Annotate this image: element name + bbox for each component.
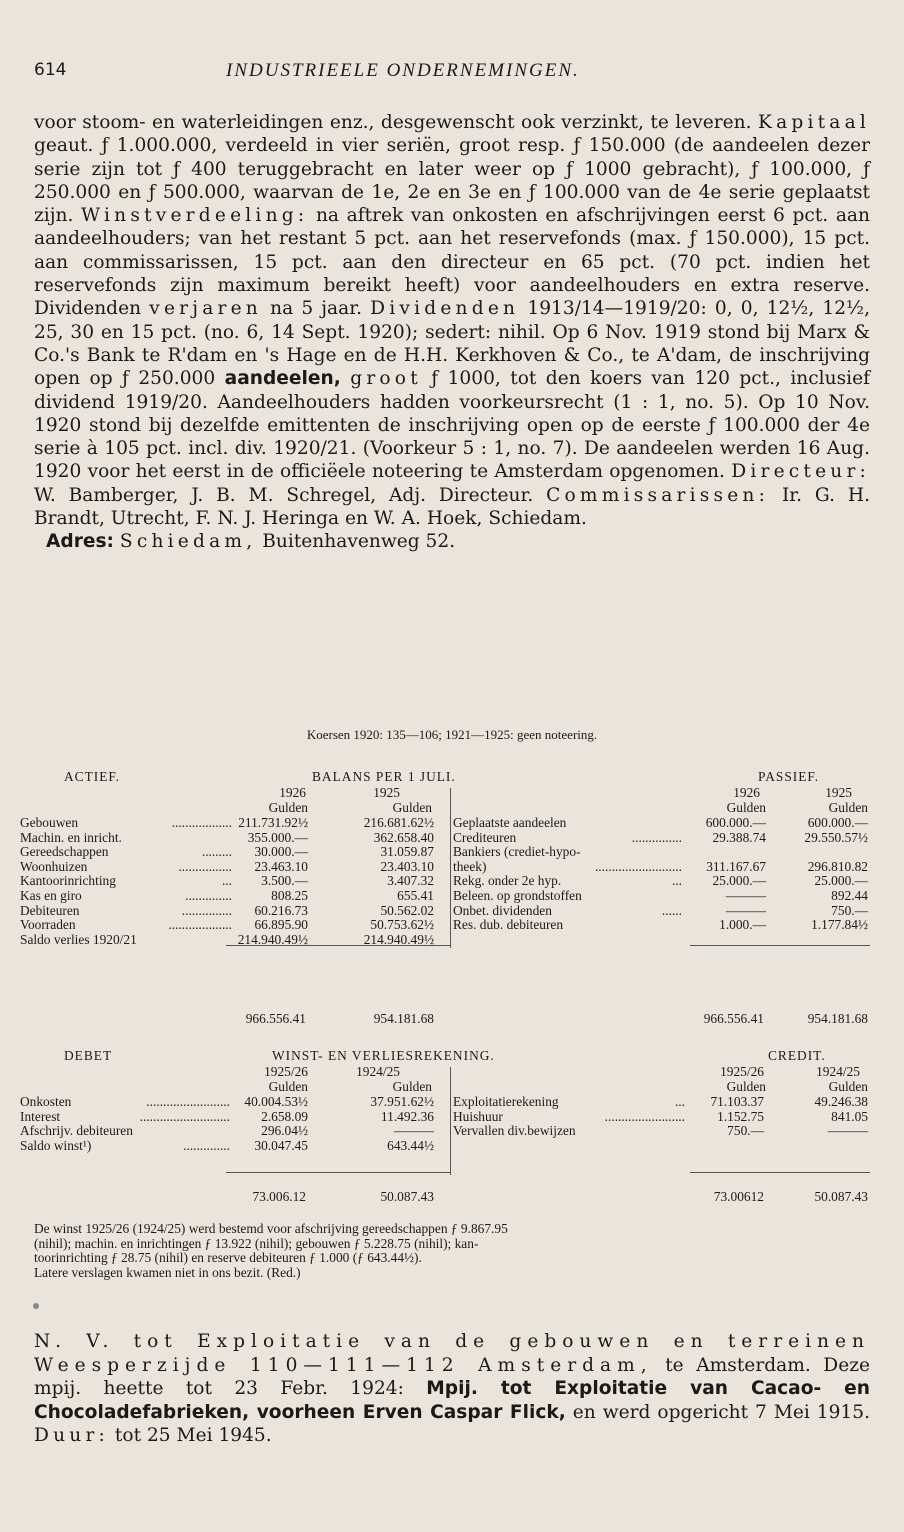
year-header: 1925/26 [720, 1064, 764, 1079]
value-cell: ——— [827, 1123, 868, 1139]
value-cell: 37.951.62½ [370, 1094, 434, 1109]
total-value: 954.181.68 [373, 1011, 434, 1026]
text-run: geaut. ƒ 1.000.000, verdeeld in vier seriën, groot resp. ƒ 150.000 (de aandeelen dezer serie zijn tot ƒ 400 teruggebracht en later weer op ƒ 1000 gebracht), ƒ 100.000, ƒ 250.000 en ƒ 500.000, waarvan de 1e, 2e en 3e en ƒ 100.000 van de 4e serie geplaatst zijn. [34, 135, 870, 227]
text-run: 1913/14—1919/20: 0, 0, 12½, 12½, 25, 30 en 15 pct. (no. 6, 14 Sept. 1920); sedert: nihil. Op 6 Nov. 1919 stond bij Marx & Co.'s Bank te R'dam en 's Hage en de H.H. Kerkhoven & Co., te A'dam, de inschrijving open op ƒ 250.000 [34, 298, 870, 390]
row-label: Machin. en inricht. [20, 829, 122, 845]
profit-note [34, 1222, 870, 1280]
year-header: 1925/26 [264, 1064, 308, 1079]
value-cell: 750.— [727, 1123, 764, 1139]
row-label: Afschrijv. debiteuren [20, 1123, 133, 1139]
value-cell: 211.731.92½ [238, 815, 308, 830]
note-line: Latere verslagen kwamen niet in ons bezit. (Red.) [34, 1264, 301, 1280]
leader-dots: ........................ [604, 1109, 685, 1124]
credit-heading: CREDIT. [768, 1048, 826, 1063]
value-cell: 643.44½ [387, 1137, 434, 1153]
kapitaal-label: Kapitaal [757, 112, 870, 133]
value-cell: 600.000.— [807, 815, 868, 830]
profit-loss-account [0, 1049, 904, 1219]
total-value: 966.556.41 [245, 1011, 306, 1026]
unit-header: Gulden [268, 800, 308, 815]
text-run: ƒ 1000, tot den koers van 120 pct., inclusief dividend 1919/20. Aandeelhouders hadden voorkeursrecht (1 : 1, no. 5). Op 10 Nov. 1920 stond bij dezelfde emittenten de inschrijving open op de eerste ƒ 100.000 der 4e serie à 105 pct. incl. div. 1920/21. (Voorkeur 5 : 1, no. 7). De aandeelen werden 16 Aug. 1920 voor het eerst in de officiëele noteering te Amsterdam opgenomen. [34, 368, 870, 483]
value-cell: 1.177.84½ [811, 917, 868, 933]
leader-dots: .............. [183, 1138, 230, 1153]
leader-dots: ............... [631, 830, 682, 845]
row-label: Res. dub. debiteuren [453, 917, 564, 933]
row-label: Woonhuizen [20, 858, 88, 874]
value-cell: 655.41 [397, 888, 434, 903]
value-cell: 355.000.— [247, 829, 308, 845]
description-paragraph [34, 111, 870, 530]
debet-heading: DEBET [64, 1048, 113, 1063]
sum-rule [226, 1172, 450, 1173]
text-run: te Amsterdam. Deze mpij. heette tot 23 Febr. 1924: [34, 1354, 871, 1400]
value-cell: 40.004.53½ [244, 1094, 308, 1109]
total-value: 73.00612 [713, 1189, 764, 1204]
year-header: 1925 [373, 785, 400, 800]
pl-title: WINST- EN VERLIESREKENING. [272, 1048, 495, 1063]
value-cell: 296.04½ [261, 1123, 308, 1139]
value-cell: 808.25 [271, 888, 308, 903]
total-value: 50.087.43 [380, 1189, 434, 1204]
column-divider [450, 1067, 451, 1175]
page-number: 614 [34, 60, 67, 80]
value-cell: 2.658.09 [261, 1108, 308, 1124]
row-label: Kantoorinrichting [20, 873, 116, 889]
value-cell: 892.44 [831, 888, 868, 903]
value-cell: 214.940.49½ [363, 931, 434, 947]
unit-header: Gulden [828, 800, 868, 815]
text-run: W. Bamberger, J. B. M. Schregel, Adj. Directeur. [34, 484, 547, 506]
duur-label: Duur: [34, 1425, 110, 1447]
balance-title: BALANS PER 1 JULI. [312, 769, 456, 784]
row-label: Interest [20, 1108, 61, 1124]
value-cell: 362.658.40 [373, 829, 434, 845]
next-company-paragraph [34, 1330, 870, 1448]
text-run: Ir. G. H. Brandt, Utrecht, F. N. J. Heringa en W. A. Hoek, Schiedam. [34, 484, 870, 530]
value-cell: 600.000.— [705, 815, 766, 830]
aandeelen-label: aandeelen, [224, 368, 341, 390]
total-value: 73.006.12 [252, 1189, 306, 1204]
address-line [34, 530, 870, 553]
row-label: theek) [453, 858, 487, 874]
former-company-name: Mpij. tot Exploitatie van Cacao- en Chocoladefabrieken, voorheen Erven Caspar Flick, [34, 1378, 870, 1423]
column-divider [450, 788, 451, 948]
total-value: 50.087.43 [814, 1189, 868, 1204]
page-header [34, 60, 870, 84]
leader-dots: ...... [661, 903, 682, 918]
row-label: Huishuur [453, 1108, 503, 1124]
row-label: Vervallen div.bewijzen [453, 1123, 576, 1139]
note-line: (nihil); machin. en inrichtingen ƒ 13.922 (nihil); gebouwen ƒ 5.228.75 (nihil); kan- [34, 1235, 479, 1251]
value-cell: 29.550.57½ [804, 829, 868, 845]
value-cell: 60.216.73 [254, 902, 308, 918]
total-value: 966.556.41 [703, 1011, 764, 1026]
passief-heading: PASSIEF. [758, 769, 820, 784]
note-line: toorinrichting ƒ 28.75 (nihil) en reserve debiteuren ƒ 1.000 (ƒ 643.44½). [34, 1250, 422, 1266]
value-cell: 30.047.45 [254, 1137, 308, 1153]
value-cell: 3.500.— [261, 873, 308, 889]
running-title: INDUSTRIEELE ONDERNEMINGEN. [226, 60, 580, 81]
value-cell: 50.562.02 [380, 902, 434, 918]
value-cell: 214.940.49½ [237, 931, 308, 947]
leader-dots: .......................... [594, 859, 682, 874]
value-cell: 750.— [831, 902, 868, 918]
company-description [34, 111, 870, 554]
year-header: 1924/25 [356, 1064, 400, 1079]
row-label: Exploitatierekening [453, 1094, 559, 1109]
value-cell: 23.403.10 [380, 858, 434, 874]
value-cell: 1.152.75 [717, 1108, 764, 1124]
value-cell: 30.000.— [254, 844, 308, 860]
value-cell: ——— [393, 1123, 434, 1139]
value-cell: 841.05 [831, 1108, 868, 1124]
adres-label: Adres: [46, 531, 114, 553]
unit-header: Gulden [392, 800, 432, 815]
leader-dots: ......................... [146, 1095, 230, 1109]
leader-dots: ................ [178, 859, 232, 874]
leader-dots: ........................... [139, 1109, 230, 1124]
commissarissen-label: Commissarissen: [546, 484, 770, 506]
separator-dot [33, 1303, 39, 1309]
value-cell: 66.895.90 [254, 917, 308, 933]
text-run: tot 25 Mei 1945. [109, 1425, 272, 1447]
leader-dots: ... [221, 874, 232, 889]
adres-city: Schiedam, [119, 531, 257, 553]
leader-dots: ................... [168, 918, 232, 933]
dividenden-label: Dividenden [370, 298, 520, 320]
unit-header: Gulden [268, 1079, 308, 1094]
directeur-label: Directeur: [731, 461, 870, 483]
value-cell: 25.000.— [712, 873, 766, 889]
value-cell: 3.407.32 [387, 873, 434, 889]
leader-dots: .................. [171, 816, 232, 830]
value-cell: 1.000.— [719, 917, 766, 933]
value-cell: 50.753.62½ [370, 917, 434, 933]
text-run: voor stoom- en waterleidingen enz., desgewenscht ook verzinkt, te leveren. [34, 112, 752, 133]
unit-header: Gulden [392, 1079, 432, 1094]
row-label: Rekg. onder 2e hyp. [453, 873, 562, 889]
value-cell: 296.810.82 [807, 858, 868, 874]
company-name: N. V. tot Exploitatie van de gebouwen en terreinen Weesperzijde 110—111—112 Amsterdam, [34, 1331, 870, 1376]
text-run: en werd opgericht 7 Mei 1915. [565, 1401, 870, 1423]
value-cell: 311.167.67 [706, 858, 766, 874]
row-label: Kas en giro [20, 888, 82, 903]
value-cell: 216.681.62½ [363, 815, 434, 830]
leader-dots: ............... [181, 903, 232, 918]
year-header: 1926 [279, 785, 306, 800]
balance-sheet [0, 770, 904, 1070]
leader-dots: .............. [185, 889, 232, 903]
sum-rule [690, 945, 870, 946]
next-company-entry [34, 1330, 870, 1448]
leader-dots: ......... [201, 845, 232, 860]
value-cell: ——— [725, 888, 766, 903]
year-header: 1926 [733, 785, 760, 800]
row-label: Onbet. dividenden [453, 902, 552, 918]
value-cell: 71.103.37 [710, 1094, 764, 1109]
row-label: Voorraden [20, 917, 76, 933]
unit-header: Gulden [726, 1079, 766, 1094]
unit-header: Gulden [828, 1079, 868, 1094]
sum-rule [690, 1172, 870, 1173]
winstverdeeling-label: Winstverdeeling: [81, 205, 309, 227]
text-run: na aftrek van onkosten en afschrijvingen eerst 6 pct. aan aandeelhouders; van het restant 5 pct. aan het reservefonds (max. ƒ 150.000), 15 pct. aan commissarissen, 15 pct. aan den directeur en 65 pct. (70 pct. indien het reservefonds zijn maximum bereikt heeft) voor aandeelhouders en extra reserve. Dividenden [34, 205, 870, 320]
value-cell: 11.492.36 [380, 1108, 434, 1124]
groot-label: groot [350, 368, 422, 390]
total-value: 954.181.68 [807, 1011, 868, 1026]
value-cell: 25.000.— [814, 873, 868, 889]
row-label: Gebouwen [20, 815, 79, 830]
row-label: Debiteuren [20, 902, 80, 918]
row-label: Saldo winst¹) [20, 1137, 92, 1153]
leader-dots: ... [671, 874, 682, 889]
verjaren-label: verjaren [149, 298, 262, 320]
row-label: Beleen. op grondstoffen [453, 888, 582, 903]
year-header: 1925 [825, 785, 852, 800]
value-cell: 31.059.87 [380, 844, 434, 860]
year-header: 1924/25 [816, 1064, 860, 1079]
text-run: na 5 jaar. [261, 298, 371, 320]
koersen-line: Koersen 1920: 135—106; 1921—1925: geen noteering. [306, 727, 598, 742]
value-cell: 49.246.38 [814, 1094, 868, 1109]
row-label: Crediteuren [453, 829, 517, 845]
leader-dots: ... [674, 1095, 685, 1109]
note-line: De winst 1925/26 (1924/25) werd bestemd voor afschrijving gereedschappen ƒ 9.867.95 [34, 1221, 508, 1236]
adres-street: Buitenhavenweg 52. [256, 531, 456, 553]
row-label: Gereedschappen [20, 844, 109, 860]
row-label: Geplaatste aandeelen [453, 815, 567, 830]
actief-heading: ACTIEF. [64, 769, 121, 784]
row-label: Saldo verlies 1920/21 [20, 931, 137, 947]
row-label: Bankiers (crediet-hypo- [453, 844, 581, 860]
row-label: Onkosten [20, 1094, 72, 1109]
value-cell: 23.463.10 [254, 858, 308, 874]
value-cell: 29.388.74 [712, 829, 766, 845]
value-cell: ——— [725, 902, 766, 918]
unit-header: Gulden [726, 800, 766, 815]
